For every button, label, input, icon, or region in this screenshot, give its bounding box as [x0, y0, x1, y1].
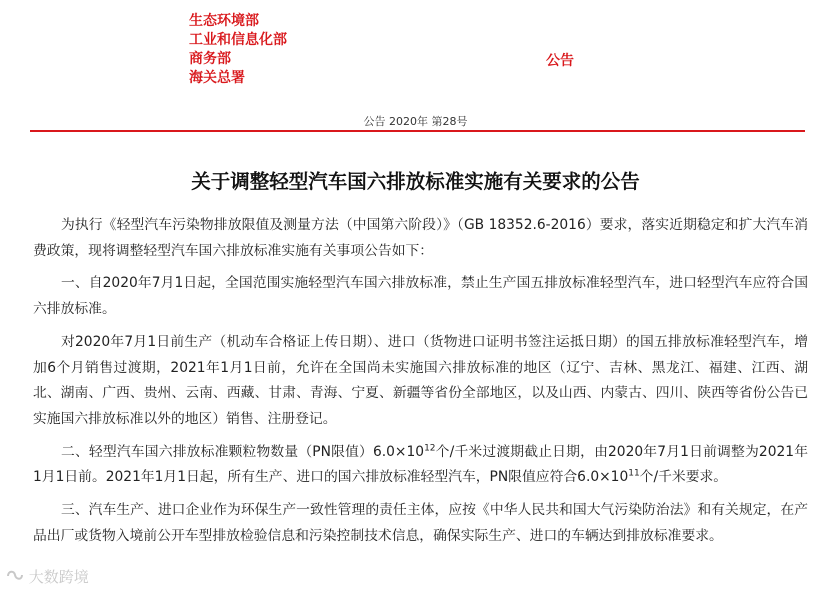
- item-2-paragraph: [33, 440, 808, 491]
- watermark-logo-icon: [6, 568, 24, 584]
- exponent-12: 12: [424, 443, 436, 454]
- watermark-text: 大数跨境: [28, 568, 89, 586]
- agency-name: 生态环境部: [189, 13, 259, 29]
- item-3-paragraph: 三、汽车生产、进口企业作为环保生产一致性管理的责任主体，应按《中华人民共和国大气污染防治法》和有关规定，在产品出厂或货物入境前公开车型排放检验信息和污染控制技术信息，确保实际生产、进口的车辆达到排放标准要求。: [33, 502, 808, 544]
- red-divider: [30, 130, 805, 132]
- document-body: [33, 213, 808, 556]
- agency-name: 工业和信息化部: [189, 32, 287, 48]
- item-1-paragraph: 一、自2020年7月1日起，全国范围实施轻型汽车国六排放标准，禁止生产国五排放标准轻型汽车，进口轻型汽车应符合国六排放标准。: [33, 275, 808, 318]
- watermark: [6, 566, 89, 587]
- item-2-text-b: 个/千米过渡期截止日期，由2020年7月1日前调整为2021年1月1日前。2021年1月1日起，所有生产、进口的国六排放标准轻型汽车，PN限值应符合6.0×10: [33, 443, 808, 486]
- agency-name: 海关总署: [189, 70, 245, 86]
- item-2-text-c: 个/千米要求。: [639, 469, 728, 486]
- exponent-11: 11: [628, 468, 640, 479]
- intro-paragraph: 为执行《轻型汽车污染物排放限值及测量方法（中国第六阶段）》（GB 18352.6-2016）要求，落实近期稳定和扩大汽车消费政策，现将调整轻型汽车国六排放标准实施有关事项公告如下：: [33, 217, 808, 259]
- agency-name: 商务部: [189, 51, 231, 67]
- page-title: 关于调整轻型汽车国六排放标准实施有关要求的公告: [191, 170, 640, 193]
- item-1-continued-paragraph: 对2020年7月1日前生产（机动车合格证上传日期）、进口（货物进口证明书签注运抵日期）的国五排放标准轻型汽车，增加6个月销售过渡期，2021年1月1日前，允许在全国尚未实施国六排放标准的地区（辽宁、吉林、黑龙江、福建、江西、湖北、湖南、广西、贵州、云南、西藏、甘肃、青海、宁夏、新疆等省份全部地区，以及山西、内蒙古、四川、陕西等省份公告已实施国六排放标准以外的地区）销售、注册登记。: [33, 333, 808, 427]
- issuing-agencies: [189, 12, 287, 88]
- document-number: 公告 2020年 第28号: [363, 115, 468, 128]
- notice-label: 公告: [546, 53, 574, 69]
- item-2-text-a: 二、轻型汽车国六排放标准颗粒物数量（PN限值）6.0×10: [61, 443, 425, 460]
